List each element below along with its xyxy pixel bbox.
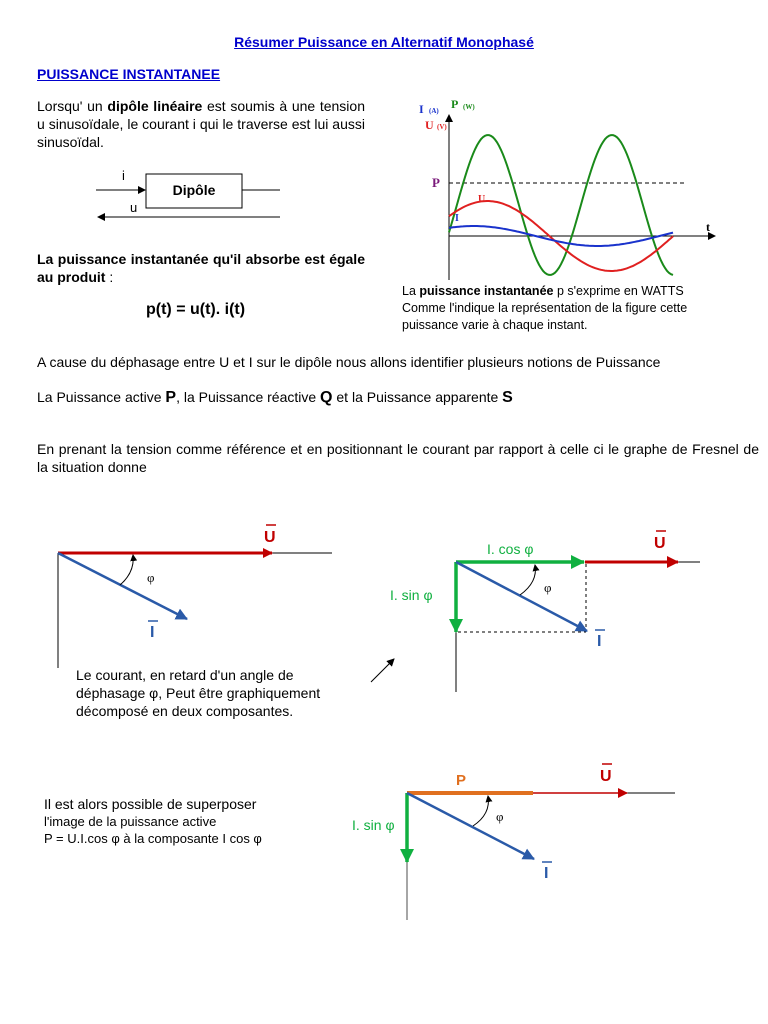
fresnel1-i-vector bbox=[58, 553, 187, 619]
chart-caption bbox=[402, 283, 762, 334]
fresnel-diagram-2 bbox=[380, 522, 710, 697]
section-title: PUISSANCE INSTANTANEE bbox=[37, 66, 221, 82]
current-curve-label: I bbox=[455, 213, 459, 224]
superpose-text bbox=[44, 795, 316, 847]
power-s-symbol: S bbox=[502, 389, 513, 406]
fresnel-diagram-3 bbox=[345, 762, 685, 922]
fresnel1-angle-arc bbox=[120, 555, 133, 585]
instant-power-text bbox=[37, 250, 365, 286]
fresnel1-i-label: I bbox=[150, 624, 155, 641]
time-label: t bbox=[706, 220, 710, 234]
powers-text-3: et la Puissance apparente bbox=[332, 389, 503, 405]
fresnel3-p-label: P bbox=[456, 772, 467, 789]
fresnel1-u-label: U bbox=[264, 529, 276, 546]
caption-bold: puissance instantanée bbox=[419, 284, 554, 298]
superpose-line-3: P = U.I.cos φ à la composante I cos φ bbox=[44, 831, 262, 846]
superpose-line-1: Il est alors possible de superposer bbox=[44, 796, 257, 812]
fresnel-intro: En prenant la tension comme référence et en positionnant le courant par rapport à celle ci le graphe de Fresnel de la situation donne bbox=[37, 441, 759, 475]
fresnel3-i-vector bbox=[407, 793, 534, 859]
fresnel2-i-vector bbox=[456, 562, 587, 631]
fresnel3-sin-label: I. sin φ bbox=[352, 817, 395, 833]
power-formula: p(t) = u(t). i(t) bbox=[146, 301, 246, 318]
instant-power-colon: : bbox=[105, 269, 114, 285]
waveform-chart bbox=[415, 95, 725, 285]
fresnel3-angle-arc bbox=[473, 796, 488, 826]
voltage-label: u bbox=[130, 200, 138, 215]
mean-power-label: P bbox=[432, 175, 440, 190]
intro-bold: dipôle linéaire bbox=[107, 98, 203, 114]
fresnel2-angle-arc bbox=[520, 565, 535, 595]
intro-text-1: Lorsqu' un bbox=[37, 98, 108, 114]
caption-text-2: p s'exprime en WATTS bbox=[553, 284, 684, 298]
fresnel2-sin-label: I. sin φ bbox=[390, 587, 433, 603]
decomp-bold: Le courant, bbox=[76, 667, 147, 683]
axis-label-u: U bbox=[425, 118, 434, 132]
superpose-line-2: l'image de la puissance active bbox=[44, 814, 217, 829]
powers-text-1: La Puissance active bbox=[37, 389, 166, 405]
power-p-symbol: P bbox=[165, 389, 177, 406]
fresnel1-phi: φ bbox=[147, 570, 155, 585]
fresnel3-u-label: U bbox=[600, 768, 612, 785]
dipole-label: Dipôle bbox=[172, 182, 216, 198]
intro-text-2: est soumis à une tension u sinusoïdale, le courant i qui le traverse est lui aussi sinusoïdal. bbox=[37, 98, 365, 150]
decomp-text-3: décomposé en deux composantes. bbox=[76, 703, 294, 719]
fresnel-diagram-1 bbox=[50, 520, 340, 670]
decomp-text-2b: Peut être graphiquement bbox=[162, 685, 321, 701]
decomp-text bbox=[76, 666, 354, 720]
fresnel3-phi: φ bbox=[496, 809, 504, 824]
phase-text: A cause du déphasage entre U et I sur le dipôle nous allons identifier plusieurs notions de Puissance bbox=[37, 354, 661, 370]
caption-text-1: La bbox=[402, 284, 420, 298]
axis-unit-i: (A) bbox=[429, 107, 439, 115]
fresnel2-u-label: U bbox=[654, 535, 666, 552]
powers-line bbox=[37, 388, 757, 407]
fresnel2-i-label: I bbox=[597, 633, 602, 650]
intro-paragraph bbox=[37, 97, 365, 151]
power-q-symbol: Q bbox=[320, 389, 333, 406]
fresnel3-i-label: I bbox=[544, 865, 549, 882]
instant-power-sentence: La puissance instantanée qu'il absorbe est égale au produit bbox=[37, 251, 365, 285]
axis-unit-u: (V) bbox=[437, 123, 447, 131]
power-curve bbox=[449, 135, 673, 275]
decomp-text-2a: déphasage φ, bbox=[76, 685, 163, 701]
powers-text-2: , la Puissance réactive bbox=[176, 389, 321, 405]
decomp-text-1: en retard d'un angle de bbox=[146, 667, 294, 683]
page-title: Résumer Puissance en Alternatif Monophasé bbox=[234, 34, 534, 50]
voltage-curve-label: U bbox=[478, 194, 486, 205]
dipole-diagram bbox=[90, 160, 290, 222]
current-label: i bbox=[122, 168, 125, 183]
axis-unit-p: (W) bbox=[463, 103, 475, 111]
axis-label-p: P bbox=[451, 97, 459, 111]
fresnel2-cos-label: I. cos φ bbox=[487, 541, 534, 557]
axis-label-i: I bbox=[419, 102, 424, 116]
caption-line-3: puissance varie à chaque instant. bbox=[402, 318, 588, 332]
fresnel2-phi: φ bbox=[544, 580, 552, 595]
caption-line-2: Comme l'indique la représentation de la figure cette bbox=[402, 301, 688, 315]
